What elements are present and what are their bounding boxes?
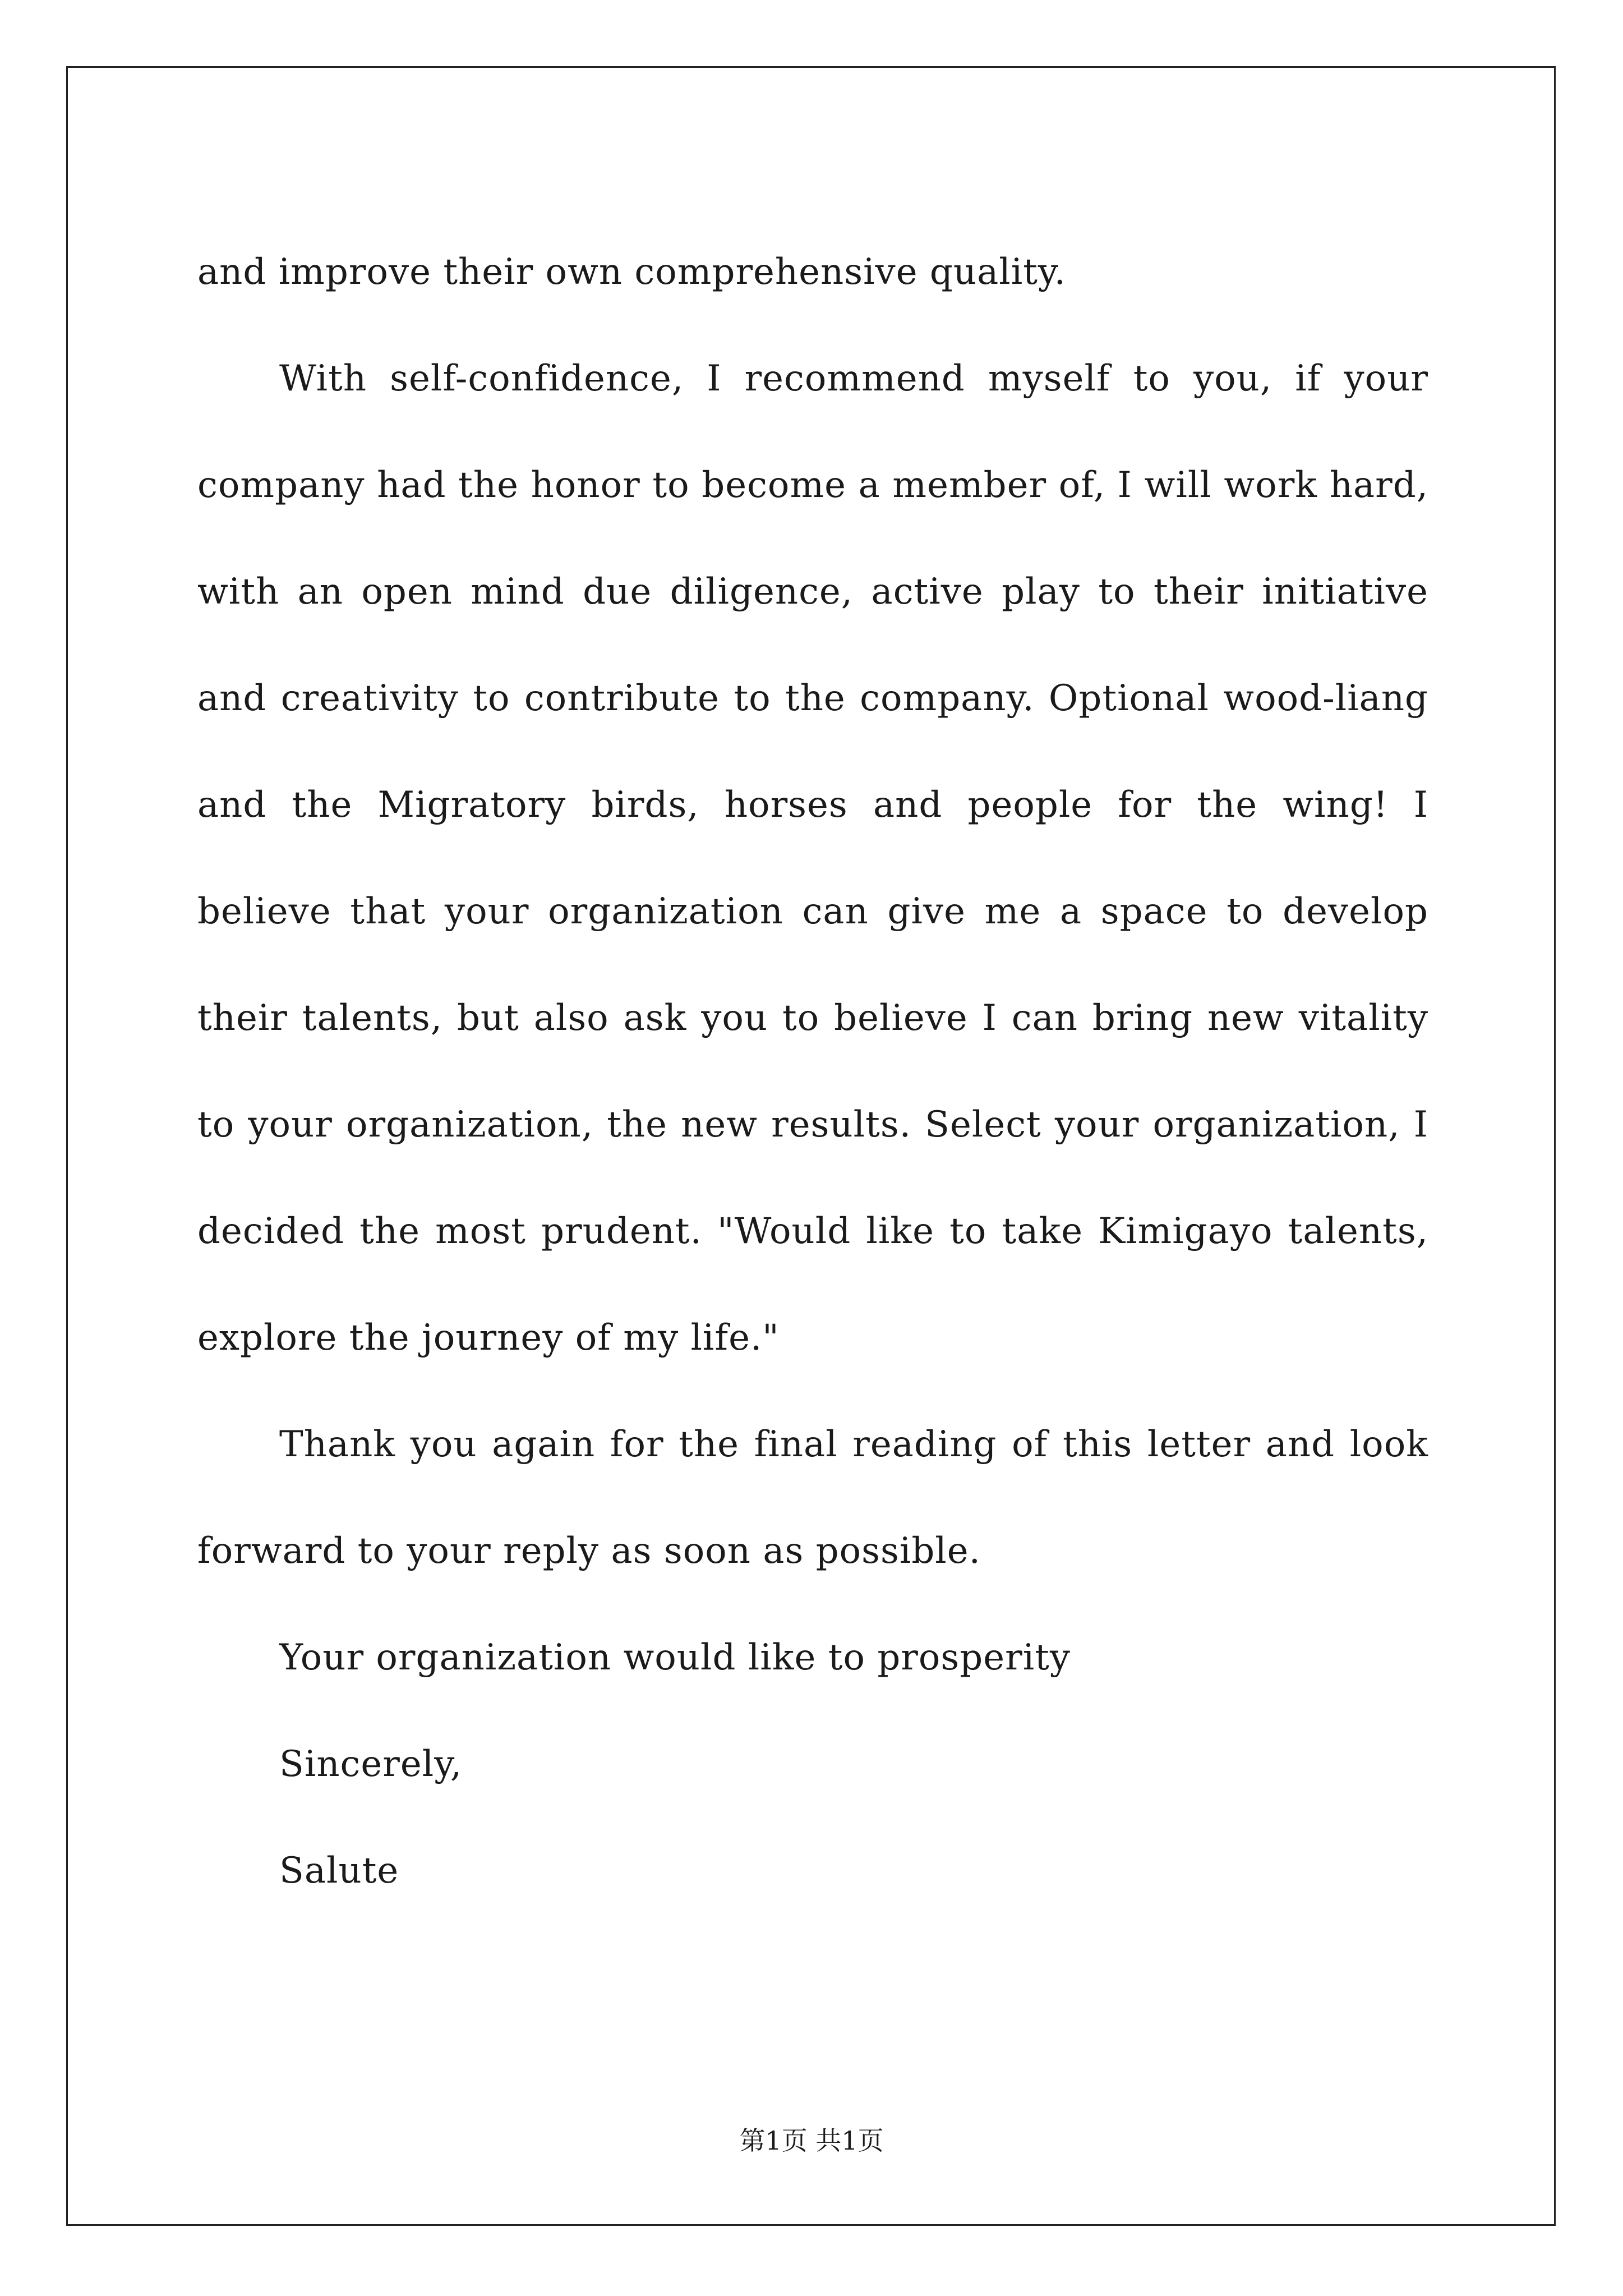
paragraph-wish: Your organization would like to prosperity <box>279 1637 1071 1678</box>
paragraph-thanks: Thank you again for the final reading of this letter and look forward to your reply as soon as possible. <box>197 1424 1428 1572</box>
paragraph-continuation: and improve their own comprehensive quality. <box>197 251 1066 293</box>
paragraph-self-recommendation: With self-confidence, I recommend myself to you, if your company had the honor to become a member of, I will work hard, with an open mind due diligence, active play to their initiative and creativity to contribute to the company. Optional wood-liang and the Migratory birds, horses and people for the wing! I believe that your organization can give me a space to develop their talents, but also ask you to believe I can bring new vitality to your organization, the new results. Select your organization, I decided the most prudent. "Would like to take Kimigayo talents, explore the journey of my life." <box>197 358 1428 1359</box>
page-number-footer: 第1页 共1页 <box>739 2125 884 2156</box>
closing-sincerely: Sincerely, <box>279 1743 463 1785</box>
letter-body <box>197 219 1428 1924</box>
closing-salute: Salute <box>279 1850 399 1892</box>
